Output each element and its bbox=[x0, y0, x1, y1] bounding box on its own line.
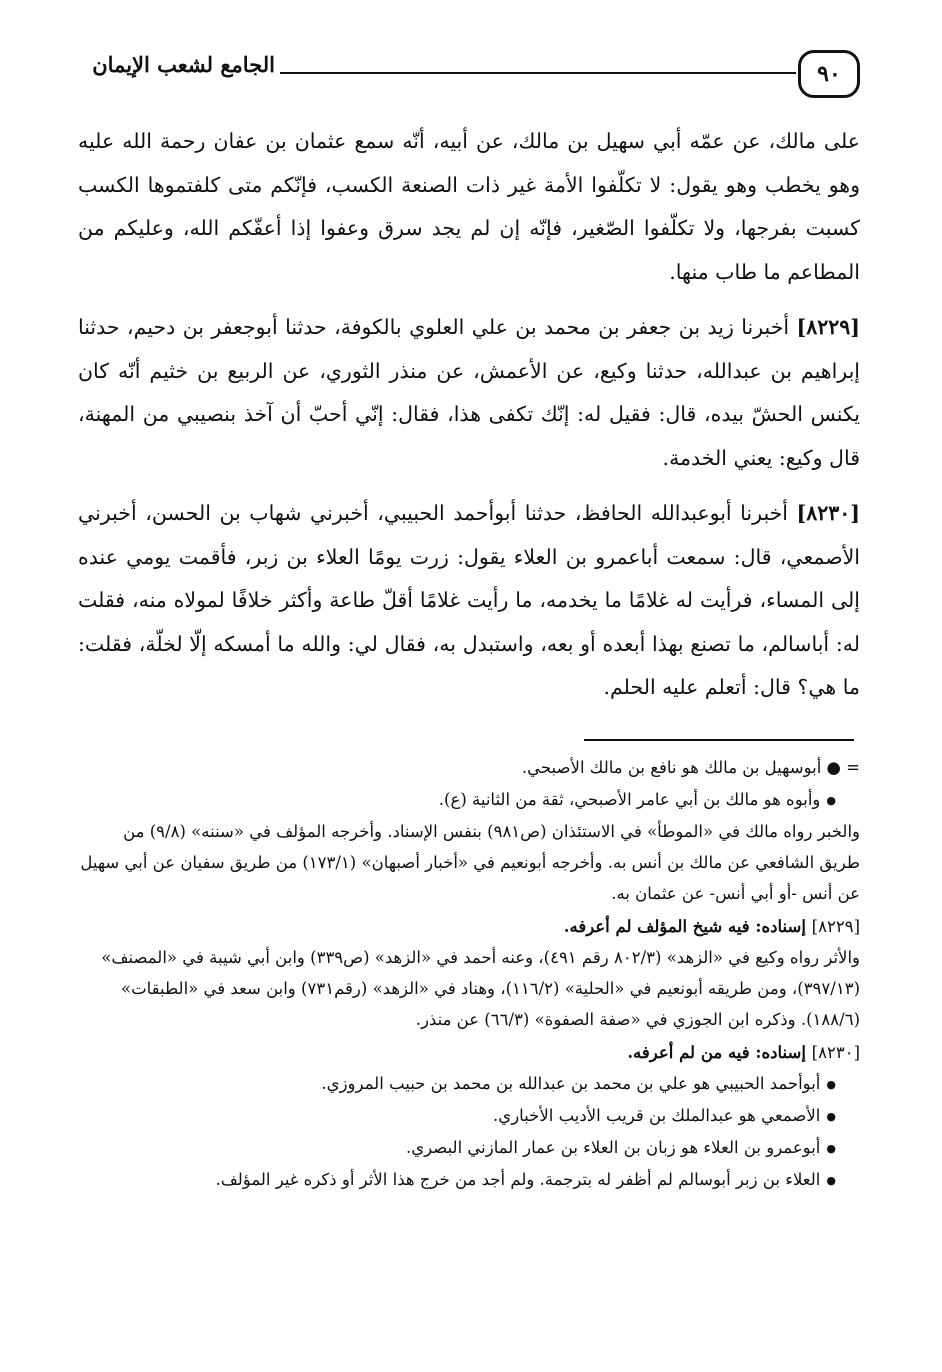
main-text bbox=[78, 120, 860, 722]
footnote-number: [٨٢٢٩] bbox=[811, 917, 860, 936]
footnote-paragraph: والخبر رواه مالك في «الموطأ» في الاستئذان (ص٩٨١) بنفس الإسناد. وأخرجه المؤلف في «سننه» (٩/٨) من طريق الشافعي عن مالك بن أنس به. وأخرجه أبونعيم في «أخبار أصبهان» (١٧٣/١) من طريق سفيان عن أبي سهيل عن أنس -أو أبي أنس- عن عثمان به. bbox=[80, 822, 860, 903]
footnote-heading-text: إسناده: فيه من لم أعرفه. bbox=[627, 1043, 812, 1062]
page-number-badge bbox=[798, 50, 860, 98]
page-number: ٩٠ bbox=[817, 61, 841, 87]
footnote-bullet: ● وأبوه هو مالك بن أبي عامر الأصبحي، ثقة من الثانية (ع). bbox=[78, 784, 860, 816]
footnote-bullet: ● الأصمعي هو عبدالملك بن قريب الأديب الأخباري. bbox=[78, 1100, 860, 1132]
paragraph-text: أخبرنا زيد بن جعفر بن محمد بن علي العلوي بالكوفة، حدثنا أبوجعفر بن دحيم، حدثنا إبراهيم بن عبدالله، حدثنا وكيع، عن الأعمش، عن منذر الثوري، عن الربيع بن خثيم أنّه كان يكنس الحشّ بيده، قال: فقيل له: إنّك تكفى هذا، فقال: إنّي أحبّ أن آخذ بنصيبي من المهنة، قال وكيع: يعني الخدمة. bbox=[78, 315, 860, 470]
footnote-bullet: ● العلاء بن زبر أبوسالم لم أظفر له بترجمة. ولم أجد من خرج هذا الأثر أو ذكره غير المؤلف. bbox=[78, 1164, 860, 1196]
footnotes bbox=[78, 752, 860, 1196]
paragraph-8230 bbox=[78, 492, 860, 710]
footnote-separator bbox=[584, 739, 854, 741]
footnote-bullet: ● أبوأحمد الحبيبي هو علي بن محمد بن عبدالله بن محمد بن حبيب المروزي. bbox=[78, 1068, 860, 1100]
footnote-line: = ● أبوسهيل بن مالك هو نافع بن مالك الأصبحي. bbox=[521, 758, 860, 777]
hadith-number: [٨٢٣٠] bbox=[796, 501, 860, 525]
footnote-bullet: ● أبوعمرو بن العلاء هو زبان بن العلاء بن عمار المازني البصري. bbox=[78, 1132, 860, 1164]
page-header bbox=[70, 38, 860, 108]
footnote-heading-8229 bbox=[78, 911, 860, 942]
footnote-paragraph: والأثر رواه وكيع في «الزهد» (٨٠٢/٣ رقم ٤٩١)، وعنه أحمد في «الزهد» (ص٣٣٩) وابن أبي شيبة في «المصنف» (٣٩٧/١٣)، ومن طريقه أبونعيم في «الحلية» (١١٦/٢)، وهناد في «الزهد» (رقم٧٣١) وابن سعد في «الطبقات» (١٨٨/٦). وذكره ابن الجوزي في «صفة الصفوة» (٦٦/٣) عن منذر. bbox=[101, 948, 860, 1029]
paragraph-text: على مالك، عن عمّه أبي سهيل بن مالك، عن أبيه، أنّه سمع عثمان بن عفان رحمة الله عليه وهو يخطب وهو يقول: لا تكلّفوا الأمة غير ذات الصنعة الكسب، فإنّكم متى كلفتموها الكسب كسبت بفرجها، ولا تكلّفوا الصّغير، فإنّه إن لم يجد سرق وعفوا إذا أعفّكم الله، وعليكم من المطاعم ما طاب منها. bbox=[78, 129, 860, 284]
running-title: الجامع لشعب الإيمان bbox=[92, 52, 275, 77]
footnote-number: [٨٢٣٠] bbox=[811, 1043, 860, 1062]
paragraph-text: أخبرنا أبوعبدالله الحافظ، حدثنا أبوأحمد الحبيبي، أخبرني شهاب بن الحسن، أخبرني الأصمعي، قال: سمعت أباعمرو بن العلاء يقول: زرت يومًا العلاء بن زبر، فأقمت يومي عنده إلى المساء، فرأيت له غلامًا ما يخدمه، ما رأيت غلامًا أقلّ طاعة وأكثر خلافًا لمولاه منه، فقلت له: أباسالم، ما تصنع بهذا أبعده أو بعه، واستبدل به، فقال لي: والله ما أمسكه إلّا لخلّة، فقلت: ما هي؟ قال: أتعلم عليه الحلم. bbox=[78, 501, 860, 699]
hadith-number: [٨٢٢٩] bbox=[796, 315, 860, 339]
paragraph-continuation bbox=[78, 120, 860, 294]
paragraph-8229 bbox=[78, 306, 860, 480]
footnote-heading-text: إسناده: فيه شيخ المؤلف لم أعرفه. bbox=[563, 917, 812, 936]
header-rule bbox=[280, 72, 796, 74]
footnote-heading-8230 bbox=[78, 1037, 860, 1068]
